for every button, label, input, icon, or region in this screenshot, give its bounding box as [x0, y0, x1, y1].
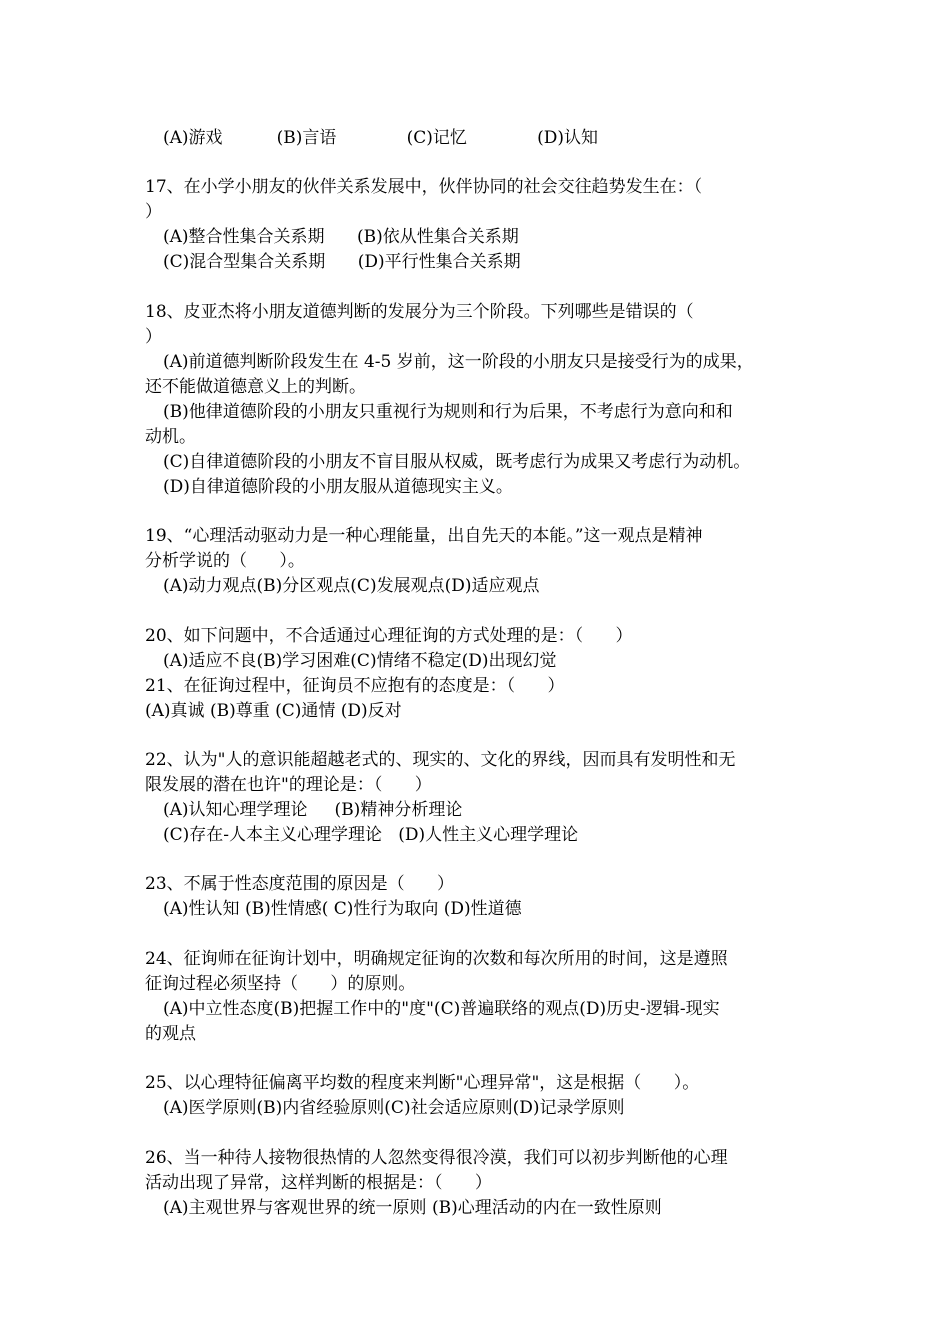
question-line: 25、以心理特征偏离平均数的程度来判断"心理异常"，这是根据（ ）。 — [145, 1073, 700, 1093]
question-line: 19、“心理活动驱动力是一种心理能量，出自先天的本能。”这一观点是精神 — [145, 526, 703, 546]
option-line: (A)中立性态度(B)把握工作中的"度"(C)普遍联络的观点(D)历史-逻辑-现实 — [163, 999, 720, 1019]
option-line: (A)适应不良(B)学习困难(C)情绪不稳定(D)出现幻觉 — [163, 651, 557, 671]
question-line: 20、如下问题中，不合适通过心理征询的方式处理的是：（ ） — [145, 626, 633, 646]
option-line: (A)整合性集合关系期 (B)依从性集合关系期 — [163, 227, 519, 247]
option-line: (D)自律道德阶段的小朋友服从道德现实主义。 — [163, 477, 513, 497]
question-line: 26、当一种待人接物很热情的人忽然变得很冷漠，我们可以初步判断他的心理 — [145, 1148, 728, 1168]
option-line: (A)医学原则(B)内省经验原则(C)社会适应原则(D)记录学原则 — [163, 1098, 625, 1118]
option-line: (C)自律道德阶段的小朋友不盲目服从权威，既考虑行为成果又考虑行为动机。 — [163, 452, 751, 472]
question-line: 17、在小学小朋友的伙伴关系发展中，伙伴协同的社会交往趋势发生在：（ — [145, 177, 703, 197]
option-line: (C)混合型集合关系期 (D)平行性集合关系期 — [163, 252, 521, 272]
question-line: (A)真诚 (B)尊重 (C)通情 (D)反对 — [145, 701, 402, 721]
question-line: 活动出现了异常，这样判断的根据是：（ ） — [145, 1173, 492, 1193]
question-line: 23、不属于性态度范围的原因是（ ） — [145, 874, 455, 894]
option-line: (A)前道德判断阶段发生在 4-5 岁前，这一阶段的小朋友只是接受行为的成果， — [163, 352, 754, 372]
question-line: 动机。 — [145, 427, 196, 447]
question-line: 征询过程必须坚持（ ）的原则。 — [145, 974, 416, 994]
option-line: (A)游戏 (B)言语 (C)记忆 (D)认知 — [163, 128, 599, 148]
option-line: (C)存在-人本主义心理学理论 (D)人性主义心理学理论 — [163, 825, 579, 845]
question-line: 24、征询师在征询计划中，明确规定征询的次数和每次所用的时间，这是遵照 — [145, 949, 728, 969]
question-line: ） — [145, 202, 162, 222]
question-line: 21、在征询过程中，征询员不应抱有的态度是：（ ） — [145, 676, 565, 696]
option-line: (A)动力观点(B)分区观点(C)发展观点(D)适应观点 — [163, 576, 540, 596]
question-line: 还不能做道德意义上的判断。 — [145, 377, 366, 397]
question-line: 的观点 — [145, 1024, 196, 1044]
option-line: (A)认知心理学理论 (B)精神分析理论 — [163, 800, 463, 820]
option-line: (A)主观世界与客观世界的统一原则 (B)心理活动的内在一致性原则 — [163, 1198, 662, 1218]
question-line: 18、皮亚杰将小朋友道德判断的发展分为三个阶段。下列哪些是错误的（ — [145, 302, 694, 322]
question-line: 限发展的潜在也许"的理论是：（ ） — [145, 775, 432, 795]
question-line: 分析学说的（ ）。 — [145, 551, 305, 571]
option-line: (B)他律道德阶段的小朋友只重视行为规则和行为后果，不考虑行为意向和和 — [163, 402, 733, 422]
option-line: (A)性认知 (B)性情感( C)性行为取向 (D)性道德 — [163, 899, 522, 919]
question-line: ） — [145, 327, 162, 347]
question-line: 22、认为"人的意识能超越老式的、现实的、文化的界线，因而具有发明性和无 — [145, 750, 736, 770]
